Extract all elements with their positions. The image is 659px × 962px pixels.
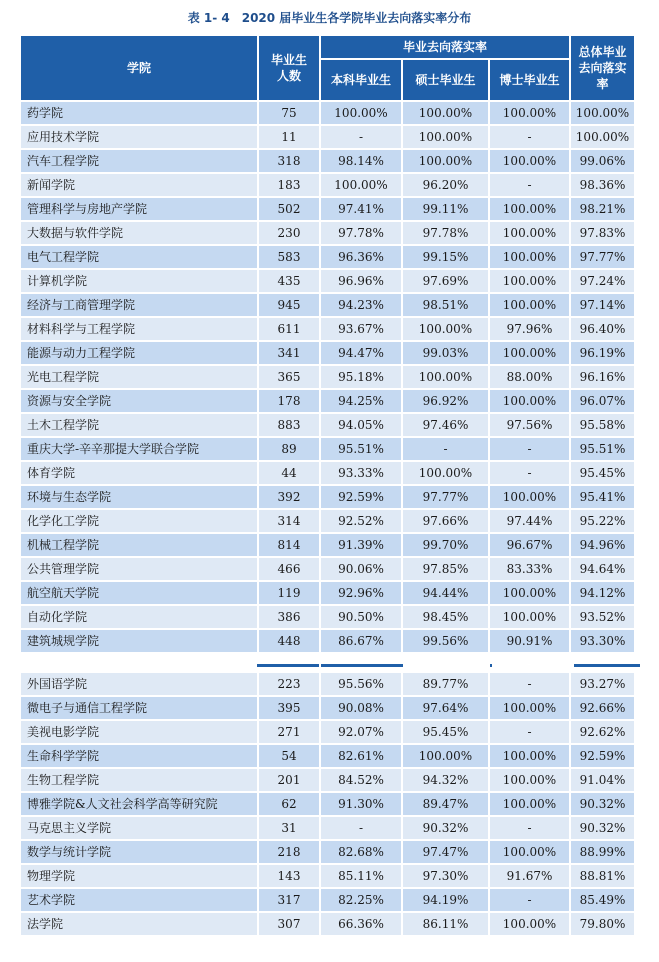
overall-rate-cell: 95.51% — [571, 438, 634, 460]
doctor-rate-cell: 100.00% — [490, 270, 569, 292]
doctor-rate-cell: - — [490, 438, 569, 460]
graduates-count-cell: 314 — [259, 510, 319, 532]
doctor-rate-cell: - — [490, 817, 569, 839]
doctor-rate-cell: 100.00% — [490, 198, 569, 220]
bachelor-rate-cell: 97.78% — [321, 222, 401, 244]
bachelor-rate-cell: 92.59% — [321, 486, 401, 508]
bachelor-rate-cell: 91.30% — [321, 793, 401, 815]
table-row — [21, 673, 634, 695]
doctor-rate-cell: 97.56% — [490, 414, 569, 436]
graduates-count-cell: 75 — [259, 102, 319, 124]
section-divider — [19, 664, 640, 667]
table-row — [21, 793, 634, 815]
master-rate-cell: 96.92% — [403, 390, 488, 412]
table-row — [21, 558, 634, 580]
college-name-cell: 生命科学学院 — [21, 745, 257, 767]
overall-rate-cell: 93.52% — [571, 606, 634, 628]
master-rate-cell: 100.00% — [403, 318, 488, 340]
overall-rate-cell: 88.99% — [571, 841, 634, 863]
college-name-cell: 微电子与通信工程学院 — [21, 697, 257, 719]
college-name-cell: 法学院 — [21, 913, 257, 935]
placement-rate-table — [19, 34, 636, 654]
graduates-count-cell: 814 — [259, 534, 319, 556]
overall-rate-cell: 96.16% — [571, 366, 634, 388]
bachelor-rate-cell: 97.41% — [321, 198, 401, 220]
doctor-rate-cell: 100.00% — [490, 390, 569, 412]
overall-rate-cell: 88.81% — [571, 865, 634, 887]
table-row — [21, 582, 634, 604]
graduates-count-cell: 448 — [259, 630, 319, 652]
doctor-rate-cell: 100.00% — [490, 294, 569, 316]
doctor-rate-cell: - — [490, 462, 569, 484]
bachelor-rate-cell: 94.05% — [321, 414, 401, 436]
table-row — [21, 198, 634, 220]
graduates-count-cell: 271 — [259, 721, 319, 743]
college-name-cell: 生物工程学院 — [21, 769, 257, 791]
overall-rate-cell: 100.00% — [571, 126, 634, 148]
table-row — [21, 606, 634, 628]
college-name-cell: 艺术学院 — [21, 889, 257, 911]
table-row — [21, 438, 634, 460]
master-rate-cell: 99.11% — [403, 198, 488, 220]
bachelor-rate-cell: 92.96% — [321, 582, 401, 604]
graduates-count-cell: 317 — [259, 889, 319, 911]
graduates-count-cell: 945 — [259, 294, 319, 316]
graduates-count-cell: 54 — [259, 745, 319, 767]
overall-rate-cell: 95.22% — [571, 510, 634, 532]
doctor-rate-cell: - — [490, 673, 569, 695]
graduates-count-cell: 386 — [259, 606, 319, 628]
college-name-cell: 自动化学院 — [21, 606, 257, 628]
overall-rate-cell: 94.64% — [571, 558, 634, 580]
college-name-cell: 外国语学院 — [21, 673, 257, 695]
graduates-count-cell: 11 — [259, 126, 319, 148]
doctor-rate-cell: 100.00% — [490, 342, 569, 364]
master-rate-cell: 100.00% — [403, 150, 488, 172]
table-row — [21, 697, 634, 719]
college-name-cell: 经济与工商管理学院 — [21, 294, 257, 316]
doctor-rate-cell: 100.00% — [490, 222, 569, 244]
table-row — [21, 294, 634, 316]
graduates-count-cell: 502 — [259, 198, 319, 220]
overall-rate-cell: 95.45% — [571, 462, 634, 484]
graduates-count-cell: 583 — [259, 246, 319, 268]
graduates-count-cell: 178 — [259, 390, 319, 412]
college-name-cell: 建筑城规学院 — [21, 630, 257, 652]
bachelor-rate-cell: 84.52% — [321, 769, 401, 791]
overall-rate-cell: 99.06% — [571, 150, 634, 172]
master-rate-cell: 99.70% — [403, 534, 488, 556]
table-row — [21, 721, 634, 743]
college-name-cell: 计算机学院 — [21, 270, 257, 292]
graduates-count-cell: 143 — [259, 865, 319, 887]
doctor-rate-cell: 97.44% — [490, 510, 569, 532]
master-rate-cell: 97.47% — [403, 841, 488, 863]
doctor-rate-cell: 90.91% — [490, 630, 569, 652]
graduates-count-cell: 466 — [259, 558, 319, 580]
table-row — [21, 889, 634, 911]
bachelor-rate-cell: 86.67% — [321, 630, 401, 652]
master-rate-cell: 97.78% — [403, 222, 488, 244]
overall-rate-cell: 100.00% — [571, 102, 634, 124]
bachelor-rate-cell: 91.39% — [321, 534, 401, 556]
master-rate-cell: 94.32% — [403, 769, 488, 791]
graduates-count-cell: 44 — [259, 462, 319, 484]
doctor-rate-cell: 100.00% — [490, 606, 569, 628]
bachelor-rate-cell: 82.68% — [321, 841, 401, 863]
overall-rate-cell: 92.66% — [571, 697, 634, 719]
college-name-cell: 机械工程学院 — [21, 534, 257, 556]
college-name-cell: 大数据与软件学院 — [21, 222, 257, 244]
bachelor-rate-cell: 85.11% — [321, 865, 401, 887]
placement-rate-table-continued — [19, 671, 636, 937]
college-name-cell: 美视电影学院 — [21, 721, 257, 743]
master-rate-cell: 89.47% — [403, 793, 488, 815]
college-name-cell: 土木工程学院 — [21, 414, 257, 436]
header-doctor: 博士毕业生 — [490, 60, 569, 100]
doctor-rate-cell: 100.00% — [490, 841, 569, 863]
table-row — [21, 342, 634, 364]
table-row — [21, 414, 634, 436]
doctor-rate-cell: - — [490, 889, 569, 911]
master-rate-cell: 89.77% — [403, 673, 488, 695]
bachelor-rate-cell: 100.00% — [321, 102, 401, 124]
graduates-count-cell: 62 — [259, 793, 319, 815]
master-rate-cell: 100.00% — [403, 126, 488, 148]
header-master: 硕士毕业生 — [403, 60, 488, 100]
bachelor-rate-cell: 82.25% — [321, 889, 401, 911]
doctor-rate-cell: 97.96% — [490, 318, 569, 340]
bachelor-rate-cell: 93.33% — [321, 462, 401, 484]
table-row — [21, 841, 634, 863]
table-row — [21, 913, 634, 935]
table-row — [21, 462, 634, 484]
master-rate-cell: 95.45% — [403, 721, 488, 743]
graduates-count-cell: 89 — [259, 438, 319, 460]
doctor-rate-cell: - — [490, 174, 569, 196]
overall-rate-cell: 94.96% — [571, 534, 634, 556]
college-name-cell: 药学院 — [21, 102, 257, 124]
graduates-count-cell: 395 — [259, 697, 319, 719]
table-row — [21, 246, 634, 268]
master-rate-cell: 100.00% — [403, 366, 488, 388]
master-rate-cell: 97.85% — [403, 558, 488, 580]
bachelor-rate-cell: 66.36% — [321, 913, 401, 935]
master-rate-cell: 98.51% — [403, 294, 488, 316]
master-rate-cell: 100.00% — [403, 102, 488, 124]
doctor-rate-cell: 100.00% — [490, 697, 569, 719]
doctor-rate-cell: 91.67% — [490, 865, 569, 887]
table-row — [21, 534, 634, 556]
college-name-cell: 数学与统计学院 — [21, 841, 257, 863]
overall-rate-cell: 90.32% — [571, 817, 634, 839]
bachelor-rate-cell: 96.96% — [321, 270, 401, 292]
master-rate-cell: 99.56% — [403, 630, 488, 652]
graduates-count-cell: 31 — [259, 817, 319, 839]
bachelor-rate-cell: 92.07% — [321, 721, 401, 743]
master-rate-cell: 97.77% — [403, 486, 488, 508]
master-rate-cell: 100.00% — [403, 745, 488, 767]
graduates-count-cell: 223 — [259, 673, 319, 695]
master-rate-cell: 98.45% — [403, 606, 488, 628]
college-name-cell: 博雅学院&人文社会科学高等研究院 — [21, 793, 257, 815]
table-row — [21, 318, 634, 340]
doctor-rate-cell: 100.00% — [490, 745, 569, 767]
overall-rate-cell: 92.62% — [571, 721, 634, 743]
overall-rate-cell: 91.04% — [571, 769, 634, 791]
graduates-count-cell: 392 — [259, 486, 319, 508]
college-name-cell: 材料科学与工程学院 — [21, 318, 257, 340]
bachelor-rate-cell: 90.50% — [321, 606, 401, 628]
doctor-rate-cell: 100.00% — [490, 793, 569, 815]
doctor-rate-cell: 83.33% — [490, 558, 569, 580]
graduates-count-cell: 307 — [259, 913, 319, 935]
overall-rate-cell: 94.12% — [571, 582, 634, 604]
college-name-cell: 体育学院 — [21, 462, 257, 484]
college-name-cell: 重庆大学-辛辛那提大学联合学院 — [21, 438, 257, 460]
graduates-count-cell: 201 — [259, 769, 319, 791]
table-row — [21, 745, 634, 767]
table-caption: 表 1- 4 2020 届毕业生各学院毕业去向落实率分布 — [187, 11, 472, 25]
header-graduates: 毕业生人数 — [259, 36, 319, 100]
college-name-cell: 航空航天学院 — [21, 582, 257, 604]
college-name-cell: 光电工程学院 — [21, 366, 257, 388]
graduates-count-cell: 230 — [259, 222, 319, 244]
graduates-count-cell: 218 — [259, 841, 319, 863]
master-rate-cell: 97.66% — [403, 510, 488, 532]
bachelor-rate-cell: 90.06% — [321, 558, 401, 580]
header-bachelor: 本科毕业生 — [321, 60, 401, 100]
overall-rate-cell: 96.07% — [571, 390, 634, 412]
graduates-count-cell: 435 — [259, 270, 319, 292]
master-rate-cell: - — [403, 438, 488, 460]
table-row — [21, 174, 634, 196]
college-name-cell: 公共管理学院 — [21, 558, 257, 580]
bachelor-rate-cell: 98.14% — [321, 150, 401, 172]
overall-rate-cell: 90.32% — [571, 793, 634, 815]
overall-rate-cell: 93.30% — [571, 630, 634, 652]
college-name-cell: 物理学院 — [21, 865, 257, 887]
doctor-rate-cell: 100.00% — [490, 486, 569, 508]
college-name-cell: 管理科学与房地产学院 — [21, 198, 257, 220]
college-name-cell: 能源与动力工程学院 — [21, 342, 257, 364]
graduates-count-cell: 365 — [259, 366, 319, 388]
doctor-rate-cell: 88.00% — [490, 366, 569, 388]
overall-rate-cell: 95.58% — [571, 414, 634, 436]
doctor-rate-cell: - — [490, 126, 569, 148]
graduates-count-cell: 611 — [259, 318, 319, 340]
doctor-rate-cell: 100.00% — [490, 913, 569, 935]
bachelor-rate-cell: 95.56% — [321, 673, 401, 695]
master-rate-cell: 94.19% — [403, 889, 488, 911]
bachelor-rate-cell: 82.61% — [321, 745, 401, 767]
master-rate-cell: 96.20% — [403, 174, 488, 196]
overall-rate-cell: 93.27% — [571, 673, 634, 695]
graduates-count-cell: 183 — [259, 174, 319, 196]
header-overall: 总体毕业去向落实率 — [571, 36, 634, 100]
overall-rate-cell: 92.59% — [571, 745, 634, 767]
overall-rate-cell: 96.40% — [571, 318, 634, 340]
master-rate-cell: 97.46% — [403, 414, 488, 436]
table-row — [21, 817, 634, 839]
overall-rate-cell: 79.80% — [571, 913, 634, 935]
master-rate-cell: 97.64% — [403, 697, 488, 719]
master-rate-cell: 100.00% — [403, 462, 488, 484]
college-name-cell: 资源与安全学院 — [21, 390, 257, 412]
master-rate-cell: 97.30% — [403, 865, 488, 887]
overall-rate-cell: 97.83% — [571, 222, 634, 244]
table-row — [21, 769, 634, 791]
master-rate-cell: 90.32% — [403, 817, 488, 839]
doctor-rate-cell: 100.00% — [490, 582, 569, 604]
overall-rate-cell: 95.41% — [571, 486, 634, 508]
graduates-count-cell: 341 — [259, 342, 319, 364]
table-row — [21, 865, 634, 887]
bachelor-rate-cell: 100.00% — [321, 174, 401, 196]
master-rate-cell: 99.03% — [403, 342, 488, 364]
doctor-rate-cell: 100.00% — [490, 246, 569, 268]
overall-rate-cell: 85.49% — [571, 889, 634, 911]
graduates-count-cell: 119 — [259, 582, 319, 604]
table-row — [21, 390, 634, 412]
college-name-cell: 环境与生态学院 — [21, 486, 257, 508]
bachelor-rate-cell: 95.51% — [321, 438, 401, 460]
table-row — [21, 222, 634, 244]
college-name-cell: 电气工程学院 — [21, 246, 257, 268]
bachelor-rate-cell: 92.52% — [321, 510, 401, 532]
bachelor-rate-cell: 94.23% — [321, 294, 401, 316]
college-name-cell: 马克思主义学院 — [21, 817, 257, 839]
bachelor-rate-cell: - — [321, 126, 401, 148]
bachelor-rate-cell: 94.47% — [321, 342, 401, 364]
table-row — [21, 630, 634, 652]
bachelor-rate-cell: - — [321, 817, 401, 839]
overall-rate-cell: 96.19% — [571, 342, 634, 364]
table-row — [21, 510, 634, 532]
doctor-rate-cell: 96.67% — [490, 534, 569, 556]
overall-rate-cell: 97.14% — [571, 294, 634, 316]
table-row — [21, 486, 634, 508]
master-rate-cell: 99.15% — [403, 246, 488, 268]
overall-rate-cell: 98.21% — [571, 198, 634, 220]
doctor-rate-cell: 100.00% — [490, 150, 569, 172]
master-rate-cell: 97.69% — [403, 270, 488, 292]
doctor-rate-cell: 100.00% — [490, 102, 569, 124]
bachelor-rate-cell: 94.25% — [321, 390, 401, 412]
table-row — [21, 366, 634, 388]
header-college: 学院 — [21, 36, 257, 100]
bachelor-rate-cell: 96.36% — [321, 246, 401, 268]
doctor-rate-cell: 100.00% — [490, 769, 569, 791]
graduates-count-cell: 318 — [259, 150, 319, 172]
bachelor-rate-cell: 93.67% — [321, 318, 401, 340]
master-rate-cell: 94.44% — [403, 582, 488, 604]
overall-rate-cell: 97.77% — [571, 246, 634, 268]
college-name-cell: 汽车工程学院 — [21, 150, 257, 172]
bachelor-rate-cell: 95.18% — [321, 366, 401, 388]
table-row — [21, 270, 634, 292]
overall-rate-cell: 98.36% — [571, 174, 634, 196]
master-rate-cell: 86.11% — [403, 913, 488, 935]
table-row — [21, 126, 634, 148]
college-name-cell: 新闻学院 — [21, 174, 257, 196]
overall-rate-cell: 97.24% — [571, 270, 634, 292]
table-row — [21, 102, 634, 124]
graduates-count-cell: 883 — [259, 414, 319, 436]
bachelor-rate-cell: 90.08% — [321, 697, 401, 719]
doctor-rate-cell: - — [490, 721, 569, 743]
header-rate-group: 毕业去向落实率 — [321, 36, 569, 58]
college-name-cell: 应用技术学院 — [21, 126, 257, 148]
table-row — [21, 150, 634, 172]
college-name-cell: 化学化工学院 — [21, 510, 257, 532]
